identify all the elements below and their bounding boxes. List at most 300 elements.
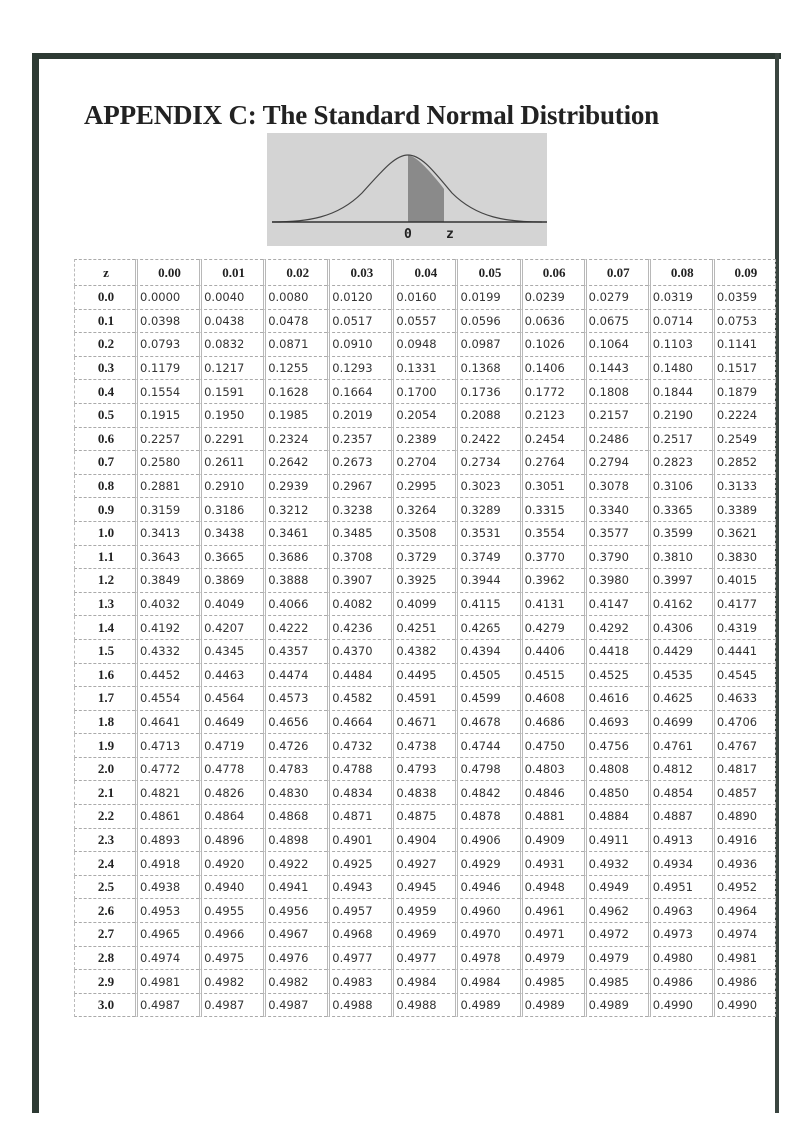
probability-cell: 0.4956: [263, 899, 327, 923]
probability-cell: 0.4772: [135, 758, 199, 782]
probability-cell: 0.0714: [648, 310, 712, 334]
probability-cell: 0.4986: [712, 970, 776, 994]
probability-cell: 0.1368: [455, 357, 519, 381]
probability-cell: 0.1591: [199, 380, 263, 404]
probability-cell: 0.0478: [263, 310, 327, 334]
probability-cell: 0.2357: [327, 428, 391, 452]
probability-cell: 0.3907: [327, 569, 391, 593]
page-title: APPENDIX C: The Standard Normal Distribution: [84, 100, 659, 130]
probability-cell: 0.4932: [584, 852, 648, 876]
probability-cell: 0.4767: [712, 734, 776, 758]
probability-cell: 0.4608: [520, 687, 584, 711]
row-z-value: 0.1: [74, 310, 135, 334]
probability-cell: 0.4082: [327, 593, 391, 617]
probability-cell: 0.4982: [263, 970, 327, 994]
probability-cell: 0.3485: [327, 522, 391, 546]
row-z-value: 2.8: [74, 947, 135, 971]
row-z-value: 2.9: [74, 970, 135, 994]
row-z-value: 0.8: [74, 475, 135, 499]
column-header: 0.05: [455, 259, 519, 286]
table-row: [74, 899, 776, 923]
probability-cell: 0.4066: [263, 593, 327, 617]
probability-cell: 0.3078: [584, 475, 648, 499]
probability-cell: 0.4979: [584, 947, 648, 971]
label-zero: 0: [404, 227, 412, 242]
probability-cell: 0.2794: [584, 451, 648, 475]
probability-cell: 0.2995: [391, 475, 455, 499]
probability-cell: 0.4984: [455, 970, 519, 994]
probability-cell: 0.0517: [327, 310, 391, 334]
probability-cell: 0.4554: [135, 687, 199, 711]
table-row: [74, 781, 776, 805]
probability-cell: 0.2704: [391, 451, 455, 475]
probability-cell: 0.4963: [648, 899, 712, 923]
probability-cell: 0.4984: [391, 970, 455, 994]
probability-cell: 0.4875: [391, 805, 455, 829]
probability-cell: 0.3554: [520, 522, 584, 546]
probability-cell: 0.0160: [391, 286, 455, 310]
probability-cell: 0.4970: [455, 923, 519, 947]
column-header: 0.09: [712, 259, 776, 286]
probability-cell: 0.4222: [263, 616, 327, 640]
probability-cell: 0.0000: [135, 286, 199, 310]
table-row: [74, 451, 776, 475]
probability-cell: 0.2324: [263, 428, 327, 452]
probability-cell: 0.4981: [135, 970, 199, 994]
probability-cell: 0.4177: [712, 593, 776, 617]
probability-cell: 0.3770: [520, 546, 584, 570]
probability-cell: 0.4357: [263, 640, 327, 664]
probability-cell: 0.1844: [648, 380, 712, 404]
probability-cell: 0.4292: [584, 616, 648, 640]
probability-cell: 0.4990: [648, 994, 712, 1018]
probability-cell: 0.3830: [712, 546, 776, 570]
probability-cell: 0.1331: [391, 357, 455, 381]
table-row: [74, 994, 776, 1018]
probability-cell: 0.1664: [327, 380, 391, 404]
row-z-value: 0.7: [74, 451, 135, 475]
probability-cell: 0.4812: [648, 758, 712, 782]
normal-curve-figure: [267, 133, 547, 246]
probability-cell: 0.3621: [712, 522, 776, 546]
shaded-area: [408, 155, 444, 222]
table-row: [74, 876, 776, 900]
probability-cell: 0.0987: [455, 333, 519, 357]
probability-cell: 0.3925: [391, 569, 455, 593]
probability-cell: 0.2019: [327, 404, 391, 428]
probability-cell: 0.3749: [455, 546, 519, 570]
probability-cell: 0.4808: [584, 758, 648, 782]
column-header: 0.01: [199, 259, 263, 286]
probability-cell: 0.4761: [648, 734, 712, 758]
column-header: 0.04: [391, 259, 455, 286]
probability-cell: 0.0910: [327, 333, 391, 357]
probability-cell: 0.4115: [455, 593, 519, 617]
probability-cell: 0.3790: [584, 546, 648, 570]
probability-cell: 0.4982: [199, 970, 263, 994]
probability-cell: 0.4946: [455, 876, 519, 900]
probability-cell: 0.4959: [391, 899, 455, 923]
table-row: [74, 546, 776, 570]
probability-cell: 0.3888: [263, 569, 327, 593]
probability-cell: 0.4961: [520, 899, 584, 923]
probability-cell: 0.3159: [135, 498, 199, 522]
probability-cell: 0.4881: [520, 805, 584, 829]
probability-cell: 0.2734: [455, 451, 519, 475]
row-z-value: 2.1: [74, 781, 135, 805]
probability-cell: 0.4452: [135, 664, 199, 688]
probability-cell: 0.4977: [391, 947, 455, 971]
probability-cell: 0.0753: [712, 310, 776, 334]
table-row: [74, 664, 776, 688]
probability-cell: 0.4842: [455, 781, 519, 805]
probability-cell: 0.0636: [520, 310, 584, 334]
probability-cell: 0.4049: [199, 593, 263, 617]
probability-cell: 0.3413: [135, 522, 199, 546]
probability-cell: 0.4599: [455, 687, 519, 711]
probability-cell: 0.4911: [584, 829, 648, 853]
probability-cell: 0.4955: [199, 899, 263, 923]
probability-cell: 0.4920: [199, 852, 263, 876]
probability-cell: 0.4936: [712, 852, 776, 876]
table-row: [74, 687, 776, 711]
row-z-value: 2.0: [74, 758, 135, 782]
probability-cell: 0.3810: [648, 546, 712, 570]
probability-cell: 0.4968: [327, 923, 391, 947]
table-row: [74, 475, 776, 499]
probability-cell: 0.3997: [648, 569, 712, 593]
probability-cell: 0.4983: [327, 970, 391, 994]
probability-cell: 0.1736: [455, 380, 519, 404]
probability-cell: 0.4868: [263, 805, 327, 829]
probability-cell: 0.4834: [327, 781, 391, 805]
probability-cell: 0.4929: [455, 852, 519, 876]
probability-cell: 0.1700: [391, 380, 455, 404]
probability-cell: 0.1406: [520, 357, 584, 381]
probability-cell: 0.4649: [199, 711, 263, 735]
probability-cell: 0.4985: [584, 970, 648, 994]
table-row: [74, 640, 776, 664]
probability-cell: 0.4943: [327, 876, 391, 900]
table-row: [74, 970, 776, 994]
table-row: [74, 852, 776, 876]
probability-cell: 0.4989: [455, 994, 519, 1018]
table-row: [74, 286, 776, 310]
probability-cell: 0.4803: [520, 758, 584, 782]
probability-cell: 0.4878: [455, 805, 519, 829]
probability-cell: 0.0948: [391, 333, 455, 357]
probability-cell: 0.4861: [135, 805, 199, 829]
probability-cell: 0.4474: [263, 664, 327, 688]
row-z-value: 1.4: [74, 616, 135, 640]
table-row: [74, 711, 776, 735]
probability-cell: 0.4949: [584, 876, 648, 900]
probability-cell: 0.2123: [520, 404, 584, 428]
probability-cell: 0.4990: [712, 994, 776, 1018]
probability-cell: 0.3729: [391, 546, 455, 570]
probability-cell: 0.4916: [712, 829, 776, 853]
probability-cell: 0.4616: [584, 687, 648, 711]
probability-cell: 0.4664: [327, 711, 391, 735]
probability-cell: 0.2088: [455, 404, 519, 428]
probability-cell: 0.4925: [327, 852, 391, 876]
row-z-value: 2.2: [74, 805, 135, 829]
probability-cell: 0.1950: [199, 404, 263, 428]
probability-cell: 0.2881: [135, 475, 199, 499]
probability-cell: 0.4484: [327, 664, 391, 688]
probability-cell: 0.4960: [455, 899, 519, 923]
probability-cell: 0.4625: [648, 687, 712, 711]
row-z-value: 2.6: [74, 899, 135, 923]
probability-cell: 0.4817: [712, 758, 776, 782]
probability-cell: 0.4332: [135, 640, 199, 664]
probability-cell: 0.4573: [263, 687, 327, 711]
probability-cell: 0.4015: [712, 569, 776, 593]
probability-cell: 0.4857: [712, 781, 776, 805]
row-z-value: 0.0: [74, 286, 135, 310]
probability-cell: 0.1293: [327, 357, 391, 381]
probability-cell: 0.3051: [520, 475, 584, 499]
probability-cell: 0.4864: [199, 805, 263, 829]
probability-cell: 0.4032: [135, 593, 199, 617]
probability-cell: 0.3389: [712, 498, 776, 522]
row-z-value: 1.9: [74, 734, 135, 758]
probability-cell: 0.4854: [648, 781, 712, 805]
probability-cell: 0.4505: [455, 664, 519, 688]
table-row: [74, 829, 776, 853]
row-z-value: 0.6: [74, 428, 135, 452]
probability-cell: 0.4525: [584, 664, 648, 688]
probability-cell: 0.3508: [391, 522, 455, 546]
probability-cell: 0.4969: [391, 923, 455, 947]
probability-cell: 0.4973: [648, 923, 712, 947]
table-row: [74, 616, 776, 640]
probability-cell: 0.2291: [199, 428, 263, 452]
table-row: [74, 593, 776, 617]
probability-cell: 0.2389: [391, 428, 455, 452]
probability-cell: 0.4370: [327, 640, 391, 664]
probability-cell: 0.1217: [199, 357, 263, 381]
probability-cell: 0.4901: [327, 829, 391, 853]
probability-cell: 0.4979: [520, 947, 584, 971]
probability-cell: 0.4976: [263, 947, 327, 971]
probability-cell: 0.2580: [135, 451, 199, 475]
normal-curve: [272, 155, 542, 222]
probability-cell: 0.4966: [199, 923, 263, 947]
probability-cell: 0.4756: [584, 734, 648, 758]
probability-cell: 0.4726: [263, 734, 327, 758]
probability-cell: 0.2823: [648, 451, 712, 475]
table-row: [74, 923, 776, 947]
probability-cell: 0.4906: [455, 829, 519, 853]
probability-cell: 0.4515: [520, 664, 584, 688]
probability-cell: 0.0199: [455, 286, 519, 310]
probability-cell: 0.3212: [263, 498, 327, 522]
probability-cell: 0.4656: [263, 711, 327, 735]
table-row: [74, 380, 776, 404]
column-header-z: z: [74, 259, 135, 286]
probability-cell: 0.2642: [263, 451, 327, 475]
probability-cell: 0.4967: [263, 923, 327, 947]
probability-cell: 0.4713: [135, 734, 199, 758]
probability-cell: 0.4989: [584, 994, 648, 1018]
column-header: 0.08: [648, 259, 712, 286]
probability-cell: 0.3289: [455, 498, 519, 522]
probability-cell: 0.4545: [712, 664, 776, 688]
probability-cell: 0.3023: [455, 475, 519, 499]
probability-cell: 0.1915: [135, 404, 199, 428]
probability-cell: 0.4319: [712, 616, 776, 640]
probability-cell: 0.4927: [391, 852, 455, 876]
row-z-value: 2.5: [74, 876, 135, 900]
probability-cell: 0.4641: [135, 711, 199, 735]
probability-cell: 0.4871: [327, 805, 391, 829]
probability-cell: 0.4846: [520, 781, 584, 805]
probability-cell: 0.0279: [584, 286, 648, 310]
probability-cell: 0.4251: [391, 616, 455, 640]
probability-cell: 0.1772: [520, 380, 584, 404]
probability-cell: 0.4495: [391, 664, 455, 688]
probability-cell: 0.4236: [327, 616, 391, 640]
probability-cell: 0.0398: [135, 310, 199, 334]
table-row: [74, 805, 776, 829]
probability-cell: 0.0557: [391, 310, 455, 334]
probability-cell: 0.4988: [391, 994, 455, 1018]
probability-cell: 0.4279: [520, 616, 584, 640]
probability-cell: 0.3980: [584, 569, 648, 593]
probability-cell: 0.4884: [584, 805, 648, 829]
probability-cell: 0.3643: [135, 546, 199, 570]
probability-cell: 0.4783: [263, 758, 327, 782]
probability-cell: 0.3577: [584, 522, 648, 546]
column-header: 0.00: [135, 259, 199, 286]
probability-cell: 0.4904: [391, 829, 455, 853]
probability-cell: 0.4838: [391, 781, 455, 805]
label-z: z: [446, 227, 454, 242]
probability-cell: 0.0832: [199, 333, 263, 357]
row-z-value: 1.5: [74, 640, 135, 664]
probability-cell: 0.1141: [712, 333, 776, 357]
probability-cell: 0.4972: [584, 923, 648, 947]
probability-cell: 0.4938: [135, 876, 199, 900]
column-header: 0.06: [520, 259, 584, 286]
table-row: [74, 428, 776, 452]
probability-cell: 0.2157: [584, 404, 648, 428]
probability-cell: 0.3461: [263, 522, 327, 546]
probability-cell: 0.4686: [520, 711, 584, 735]
probability-cell: 0.4988: [327, 994, 391, 1018]
probability-cell: 0.4962: [584, 899, 648, 923]
probability-cell: 0.4192: [135, 616, 199, 640]
probability-cell: 0.4987: [263, 994, 327, 1018]
probability-cell: 0.3686: [263, 546, 327, 570]
probability-cell: 0.4965: [135, 923, 199, 947]
probability-cell: 0.4918: [135, 852, 199, 876]
probability-cell: 0.2673: [327, 451, 391, 475]
probability-cell: 0.4582: [327, 687, 391, 711]
row-z-value: 0.3: [74, 357, 135, 381]
probability-cell: 0.3944: [455, 569, 519, 593]
probability-cell: 0.4738: [391, 734, 455, 758]
probability-cell: 0.4948: [520, 876, 584, 900]
probability-cell: 0.1985: [263, 404, 327, 428]
probability-cell: 0.4830: [263, 781, 327, 805]
probability-cell: 0.4394: [455, 640, 519, 664]
probability-cell: 0.1480: [648, 357, 712, 381]
probability-cell: 0.4913: [648, 829, 712, 853]
probability-cell: 0.2549: [712, 428, 776, 452]
probability-cell: 0.4429: [648, 640, 712, 664]
probability-cell: 0.3365: [648, 498, 712, 522]
probability-cell: 0.1808: [584, 380, 648, 404]
probability-cell: 0.3315: [520, 498, 584, 522]
probability-cell: 0.4922: [263, 852, 327, 876]
probability-cell: 0.4821: [135, 781, 199, 805]
probability-cell: 0.4788: [327, 758, 391, 782]
probability-cell: 0.4678: [455, 711, 519, 735]
probability-cell: 0.4131: [520, 593, 584, 617]
probability-cell: 0.4978: [455, 947, 519, 971]
column-header: 0.02: [263, 259, 327, 286]
column-header: 0.03: [327, 259, 391, 286]
probability-cell: 0.4732: [327, 734, 391, 758]
row-z-value: 1.1: [74, 546, 135, 570]
probability-cell: 0.2517: [648, 428, 712, 452]
probability-cell: 0.4826: [199, 781, 263, 805]
probability-cell: 0.0596: [455, 310, 519, 334]
probability-cell: 0.4957: [327, 899, 391, 923]
table-row: [74, 947, 776, 971]
probability-cell: 0.4633: [712, 687, 776, 711]
probability-cell: 0.2486: [584, 428, 648, 452]
probability-cell: 0.1026: [520, 333, 584, 357]
table-row: [74, 333, 776, 357]
probability-cell: 0.3438: [199, 522, 263, 546]
row-z-value: 1.3: [74, 593, 135, 617]
probability-cell: 0.0239: [520, 286, 584, 310]
probability-cell: 0.2852: [712, 451, 776, 475]
row-z-value: 2.3: [74, 829, 135, 853]
probability-cell: 0.2764: [520, 451, 584, 475]
row-z-value: 0.4: [74, 380, 135, 404]
probability-cell: 0.4887: [648, 805, 712, 829]
probability-cell: 0.3106: [648, 475, 712, 499]
probability-cell: 0.4952: [712, 876, 776, 900]
probability-cell: 0.4989: [520, 994, 584, 1018]
probability-cell: 0.4162: [648, 593, 712, 617]
row-z-value: 1.2: [74, 569, 135, 593]
probability-cell: 0.1443: [584, 357, 648, 381]
probability-cell: 0.4793: [391, 758, 455, 782]
probability-cell: 0.4931: [520, 852, 584, 876]
probability-cell: 0.3340: [584, 498, 648, 522]
probability-cell: 0.4896: [199, 829, 263, 853]
probability-cell: 0.0793: [135, 333, 199, 357]
probability-cell: 0.4893: [135, 829, 199, 853]
row-z-value: 0.5: [74, 404, 135, 428]
row-z-value: 1.8: [74, 711, 135, 735]
probability-cell: 0.2054: [391, 404, 455, 428]
probability-cell: 0.4591: [391, 687, 455, 711]
probability-cell: 0.1255: [263, 357, 327, 381]
page-frame-left: [32, 53, 39, 1113]
probability-cell: 0.0359: [712, 286, 776, 310]
table-row: [74, 357, 776, 381]
table-row: [74, 569, 776, 593]
probability-cell: 0.2224: [712, 404, 776, 428]
probability-cell: 0.2910: [199, 475, 263, 499]
probability-cell: 0.4382: [391, 640, 455, 664]
